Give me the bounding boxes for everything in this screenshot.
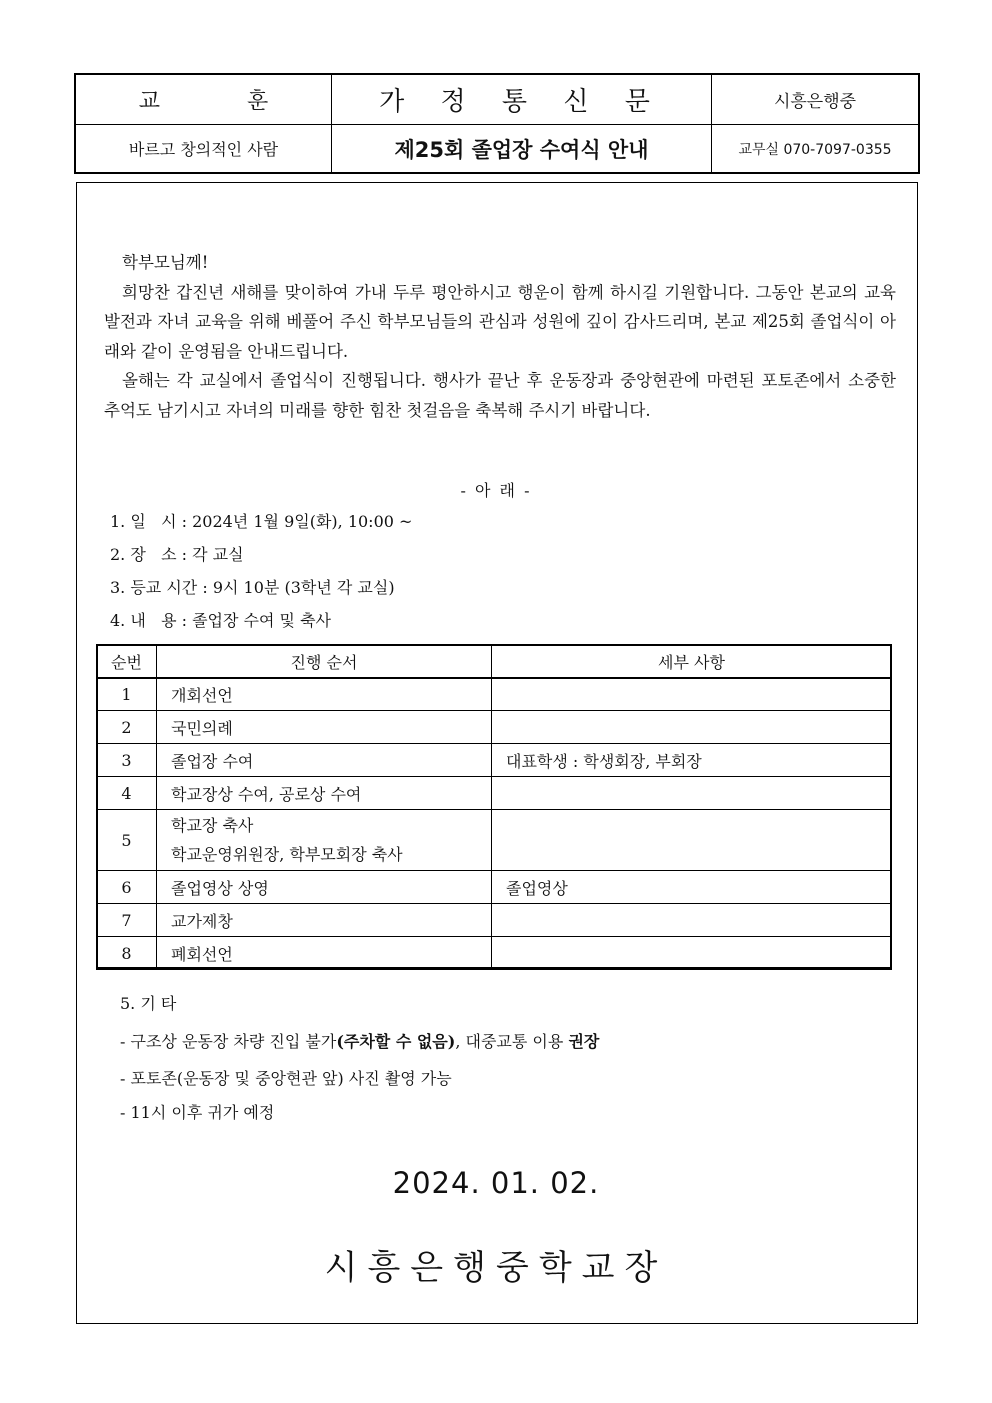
newsletter-title: 가 정 통 신 문	[332, 75, 712, 125]
principal-signature: 시흥은행중학교장	[324, 1248, 668, 1288]
row-procedure-line-1: 학교장 축사	[171, 816, 254, 835]
note-photo-zone: - 포토존(운동장 및 중앙현관 앞) 사진 촬영 가능	[120, 1069, 452, 1088]
greeting: 학부모님께!	[122, 253, 209, 272]
table-row	[97, 810, 892, 871]
letter-intro	[104, 248, 896, 425]
detail-arrival-time: 3. 등교 시간 : 9시 10분 (3학년 각 교실)	[110, 578, 395, 597]
issue-date: 2024. 01. 02.	[392, 1166, 600, 1200]
row-detail	[492, 810, 892, 871]
table-row	[97, 744, 892, 777]
etc-heading: 5. 기 타	[120, 994, 177, 1013]
school-motto: 바르고 창의적인 사람	[76, 125, 332, 173]
row-detail: 졸업영상	[492, 871, 892, 904]
motto-label: 교 훈	[76, 75, 332, 125]
row-no: 3	[97, 744, 157, 777]
row-detail	[492, 711, 892, 744]
below-heading: - 아 래 -	[460, 481, 532, 500]
header-no: 순번	[97, 645, 157, 678]
note-parking-text: - 구조상 운동장 차량 진입 불가	[120, 1032, 337, 1051]
row-procedure: 개회선언	[157, 678, 492, 711]
header-detail: 세부 사항	[492, 645, 892, 678]
row-no: 6	[97, 871, 157, 904]
row-detail	[492, 777, 892, 810]
row-procedure-line-2: 학교운영위원장, 학부모회장 축사	[171, 845, 403, 864]
table-row	[97, 937, 892, 970]
row-procedure: 교가제창	[157, 904, 492, 937]
header-procedure: 진행 순서	[157, 645, 492, 678]
row-no: 4	[97, 777, 157, 810]
row-procedure: 폐회선언	[157, 937, 492, 970]
table-row	[97, 904, 892, 937]
row-no: 5	[97, 810, 157, 871]
row-detail	[492, 937, 892, 970]
table-row	[97, 678, 892, 711]
row-no: 1	[97, 678, 157, 711]
schedule-header-row	[97, 645, 892, 678]
row-no: 7	[97, 904, 157, 937]
note-parking-transit: , 대중교통 이용	[455, 1032, 569, 1051]
note-parking-recommend: 권장	[568, 1032, 600, 1051]
newsletter-header	[74, 73, 920, 174]
row-procedure: 졸업영상 상영	[157, 871, 492, 904]
row-procedure: 학교장상 수여, 공로상 수여	[157, 777, 492, 810]
schedule-table	[96, 644, 892, 970]
row-procedure: 국민의례	[157, 711, 492, 744]
row-procedure: 졸업장 수여	[157, 744, 492, 777]
row-no: 2	[97, 711, 157, 744]
row-detail	[492, 904, 892, 937]
table-row	[97, 777, 892, 810]
row-no: 8	[97, 937, 157, 970]
paragraph-2: 올해는 각 교실에서 졸업식이 진행됩니다. 행사가 끝난 후 운동장과 중앙현관에 마련된 포토존에서 소중한 추억도 남기시고 자녀의 미래를 향한 힘찬 첫걸음을 축복해 주시기 바랍니다.	[104, 371, 896, 420]
table-row	[97, 711, 892, 744]
row-detail	[492, 678, 892, 711]
school-name: 시흥은행중	[712, 75, 919, 125]
detail-place: 2. 장 소 : 각 교실	[110, 545, 244, 564]
note-dismissal: - 11시 이후 귀가 예정	[120, 1103, 275, 1122]
detail-date: 1. 일 시 : 2024년 1월 9일(화), 10:00 ~	[110, 512, 413, 531]
table-row	[97, 871, 892, 904]
detail-content: 4. 내 용 : 졸업장 수여 및 축사	[110, 611, 331, 630]
paragraph-1: 희망찬 갑진년 새해를 맞이하여 가내 두루 평안하시고 행운이 함께 하시길 기원합니다. 그동안 본교의 교육 발전과 자녀 교육을 위해 베풀어 주신 학부모님들의 관심과 성원에 깊이 감사드리며, 본교 제25회 졸업식이 아래와 같이 운영됨을 안내드립니다.	[104, 282, 896, 361]
notice-subject: 제25회 졸업장 수여식 안내	[332, 125, 712, 173]
row-procedure	[157, 810, 492, 871]
row-detail: 대표학생 : 학생회장, 부회장	[492, 744, 892, 777]
note-parking	[120, 1029, 599, 1052]
contact-phone: 교무실 070-7097-0355	[712, 125, 919, 173]
note-parking-emphasis: (주차할 수 없음)	[336, 1032, 456, 1051]
